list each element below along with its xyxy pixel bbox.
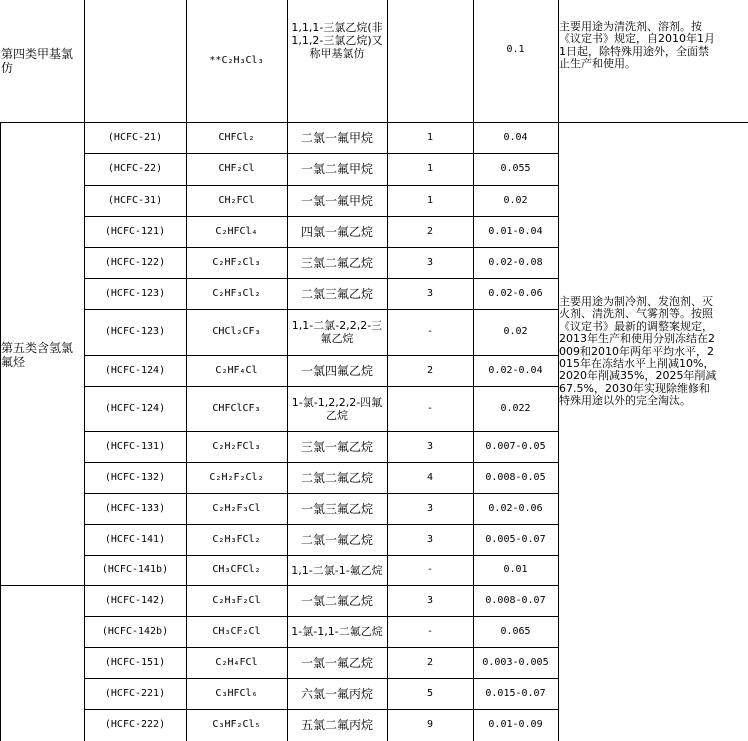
isomer-count: 2 bbox=[426, 225, 434, 237]
row-divider bbox=[84, 185, 558, 186]
chemical-formula: CH₂FCl bbox=[218, 194, 255, 206]
odp-value: 0.02-0.04 bbox=[488, 364, 543, 376]
chemical-name: 三氯二氟乙烷 bbox=[300, 255, 373, 270]
row-divider bbox=[84, 247, 558, 248]
isomer-count: 9 bbox=[426, 719, 434, 730]
isomer-count: 3 bbox=[426, 287, 434, 299]
odp-value: 0.02-0.06 bbox=[488, 287, 543, 299]
isomer-count: 5 bbox=[426, 687, 434, 699]
column-divider bbox=[473, 0, 474, 741]
odp-value: 0.005-0.07 bbox=[485, 533, 546, 545]
row-divider bbox=[84, 709, 558, 710]
odp-value: 0.01-0.04 bbox=[488, 225, 543, 237]
isomer-count: 1 bbox=[426, 163, 434, 174]
hcfc-code: (HCFC-123) bbox=[104, 326, 166, 337]
chemical-formula: C₂HF₄Cl bbox=[215, 364, 258, 376]
chemical-formula: C₂H₂F₃Cl bbox=[212, 502, 261, 514]
row-divider bbox=[84, 309, 558, 310]
chemical-name: 1-氯-1,1-二氟乙烷 bbox=[291, 625, 383, 638]
category-4-label: 第四类甲基氯仿 bbox=[1, 47, 74, 75]
chemical-formula: CHFCl₂ bbox=[218, 131, 255, 143]
hcfc-code: (HCFC-151) bbox=[104, 656, 166, 668]
chemical-formula: CHCl₂CF₃ bbox=[212, 326, 261, 337]
odp-value: 0.003-0.005 bbox=[482, 656, 549, 668]
chemical-formula: CH₃CFCl₂ bbox=[212, 564, 261, 575]
chemical-name: 一氯四氟乙烷 bbox=[300, 363, 373, 378]
odp-value: 0.065 bbox=[500, 625, 531, 637]
row-divider bbox=[84, 216, 558, 217]
row-divider bbox=[84, 431, 558, 432]
isomer-count: - bbox=[426, 625, 434, 637]
row-divider bbox=[84, 355, 558, 356]
chemical-formula: CH₃CF₂Cl bbox=[212, 625, 261, 637]
isomer-count: - bbox=[426, 564, 434, 575]
hcfc-code: (HCFC-141) bbox=[104, 533, 166, 545]
column-divider bbox=[558, 0, 559, 741]
category-4-odp: 0.1 bbox=[506, 44, 525, 55]
hcfc-code: (HCFC-131) bbox=[104, 440, 166, 452]
chemical-formula: CHFClCF₃ bbox=[212, 402, 261, 414]
row-divider bbox=[84, 524, 558, 525]
column-divider bbox=[186, 0, 187, 741]
odp-value: 0.008-0.05 bbox=[485, 471, 546, 483]
chemical-formula: C₂H₄FCl bbox=[215, 656, 258, 668]
chemical-formula: C₂H₃FCl₂ bbox=[212, 533, 261, 545]
row-divider bbox=[84, 678, 558, 679]
column-divider bbox=[0, 122, 1, 741]
chemical-name: 一氯一氟乙烷 bbox=[300, 655, 373, 670]
category-divider bbox=[0, 585, 84, 586]
hcfc-code: (HCFC-142) bbox=[104, 594, 166, 606]
isomer-count: 3 bbox=[426, 440, 434, 452]
row-divider bbox=[84, 153, 558, 154]
isomer-count: 1 bbox=[426, 194, 434, 206]
chemical-name: 一氯二氟乙烷 bbox=[300, 593, 373, 608]
isomer-count: 4 bbox=[426, 471, 434, 483]
hcfc-code: (HCFC-122) bbox=[104, 256, 166, 268]
chemical-formula: C₃HFCl₆ bbox=[215, 687, 258, 699]
hcfc-code: (HCFC-221) bbox=[104, 687, 166, 699]
odp-value: 0.022 bbox=[500, 402, 531, 414]
chemical-name: 二氯一氟甲烷 bbox=[300, 130, 373, 145]
odp-value: 0.007-0.05 bbox=[485, 440, 546, 452]
row-divider bbox=[84, 462, 558, 463]
odp-value: 0.008-0.07 bbox=[485, 594, 546, 606]
hcfc-code: (HCFC-132) bbox=[104, 471, 166, 483]
category-4-note: 主要用途为清洗剂、溶剂。按《议定书》规定，自2010年1月1日起，除特殊用途外，全面禁止生产和使用。 bbox=[559, 20, 715, 71]
hcfc-code: (HCFC-142b) bbox=[101, 625, 169, 637]
odp-value: 0.02 bbox=[503, 194, 528, 206]
row-divider bbox=[84, 278, 558, 279]
hcfc-code: (HCFC-121) bbox=[104, 225, 166, 237]
chemical-name: 1,1-二氯-2,2,2-三氟乙烷 bbox=[291, 319, 383, 345]
odp-value: 0.01 bbox=[503, 564, 528, 575]
chemical-formula: C₂HF₃Cl₂ bbox=[212, 287, 261, 299]
category-5-label: 第五类含氢氯氟烃 bbox=[1, 341, 74, 369]
chemical-formula: C₂H₂F₂Cl₂ bbox=[209, 471, 264, 483]
chemical-name: 五氯二氟丙烷 bbox=[300, 718, 373, 732]
hcfc-code: (HCFC-141b) bbox=[101, 564, 169, 575]
chemical-formula: C₂H₂FCl₃ bbox=[212, 440, 261, 452]
column-divider bbox=[287, 0, 288, 741]
chemical-name: 二氯一氟乙烷 bbox=[300, 532, 373, 547]
row-divider bbox=[84, 647, 558, 648]
column-divider bbox=[387, 0, 388, 741]
hcfc-code: (HCFC-124) bbox=[104, 402, 166, 414]
hcfc-code: (HCFC-31) bbox=[107, 194, 163, 206]
category-4-formula: **C₂H₃Cl₃ bbox=[209, 55, 264, 66]
isomer-count: 1 bbox=[426, 131, 434, 143]
category-5-note: 主要用途为制冷剂、发泡剂、灭火剂、清洗剂、气雾剂等。按照《议定书》最新的调整案规定，2013年生产和使用分别冻结在2009和2010年两年平均水平，2015年在冻结水平上削减10%，2020年削减35%，2025年削减67.5%，2030年实现除维修和特殊用途以外的完全淘汰。 bbox=[559, 295, 717, 408]
chemical-formula: CHF₂Cl bbox=[218, 163, 255, 174]
hcfc-code: (HCFC-124) bbox=[104, 364, 166, 376]
isomer-count: - bbox=[426, 402, 434, 414]
chemical-name: 1-氯-1,2,2,2-四氟乙烷 bbox=[291, 395, 383, 422]
row-divider bbox=[84, 555, 558, 556]
category-4-name: 1,1,1-三氯乙烷(非1,1,2-三氯乙烷)又称甲基氯仿 bbox=[291, 20, 383, 60]
odp-value: 0.02-0.06 bbox=[488, 502, 543, 514]
odp-value: 0.04 bbox=[503, 131, 528, 143]
odp-value: 0.015-0.07 bbox=[485, 687, 546, 699]
isomer-count: - bbox=[426, 326, 434, 337]
odp-value: 0.01-0.09 bbox=[488, 719, 543, 730]
chemical-name: 1,1-二氯-1-氟乙烷 bbox=[291, 563, 383, 577]
hcfc-code: (HCFC-22) bbox=[107, 163, 163, 174]
hcfc-code: (HCFC-123) bbox=[104, 287, 166, 299]
chemical-name: 四氯一氟乙烷 bbox=[300, 224, 373, 239]
row-divider bbox=[84, 585, 558, 586]
isomer-count: 2 bbox=[426, 364, 434, 376]
chemical-name: 三氯一氟乙烷 bbox=[300, 439, 373, 454]
chemical-name: 一氯二氟甲烷 bbox=[300, 162, 373, 176]
odp-value: 0.055 bbox=[500, 163, 531, 174]
row-divider bbox=[84, 386, 558, 387]
chemical-formula: C₃HF₂Cl₅ bbox=[212, 719, 261, 730]
chemical-formula: C₂HF₂Cl₃ bbox=[212, 256, 261, 268]
row-divider bbox=[0, 122, 748, 123]
chemical-name: 二氯三氟乙烷 bbox=[300, 286, 373, 301]
chemical-formula: C₂H₃F₂Cl bbox=[212, 594, 261, 606]
isomer-count: 2 bbox=[426, 656, 434, 668]
hcfc-code: (HCFC-222) bbox=[104, 719, 166, 730]
column-divider bbox=[84, 0, 85, 741]
hcfc-code: (HCFC-133) bbox=[104, 502, 166, 514]
row-divider bbox=[84, 493, 558, 494]
isomer-count: 3 bbox=[426, 256, 434, 268]
chemical-formula: C₂HFCl₄ bbox=[215, 225, 258, 237]
odp-value: 0.02-0.08 bbox=[488, 256, 543, 268]
chemical-name: 一氯一氟甲烷 bbox=[300, 193, 373, 208]
isomer-count: 3 bbox=[426, 502, 434, 514]
chemical-name: 二氯二氟乙烷 bbox=[300, 470, 373, 485]
hcfc-code: (HCFC-21) bbox=[107, 131, 163, 143]
isomer-count: 3 bbox=[426, 533, 434, 545]
chemical-name: 一氯三氟乙烷 bbox=[300, 501, 373, 516]
odp-value: 0.02 bbox=[503, 326, 528, 337]
row-divider bbox=[84, 616, 558, 617]
chemical-name: 六氯一氟丙烷 bbox=[300, 686, 373, 701]
isomer-count: 3 bbox=[426, 594, 434, 606]
